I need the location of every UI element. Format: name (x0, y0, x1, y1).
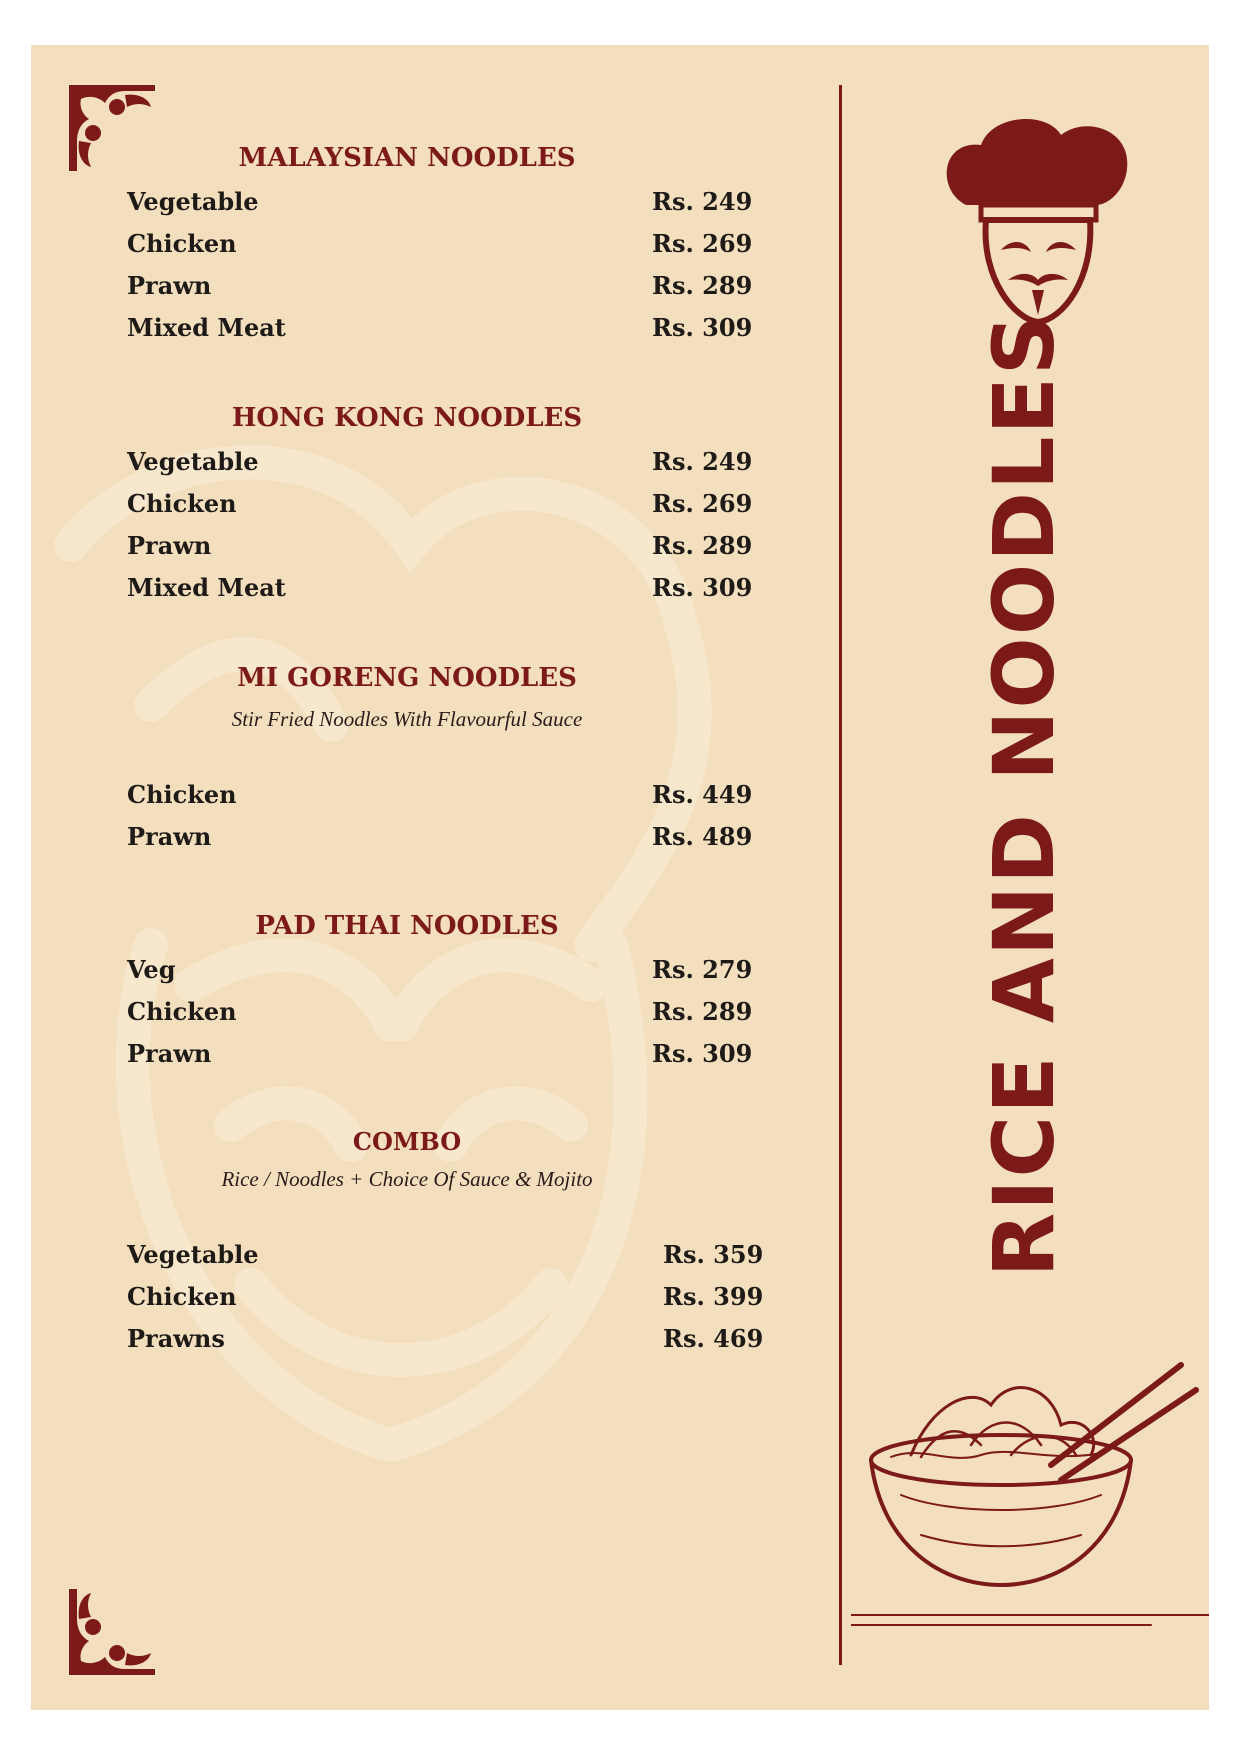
menu-item-price: Rs. 449 (652, 780, 753, 809)
section-title-padthai: PAD THAI NOODLES (255, 911, 559, 941)
menu-item-price: Rs. 269 (652, 489, 753, 518)
vertical-divider (839, 85, 842, 1665)
menu-item-name: Chicken (127, 1282, 237, 1311)
menu-item-price: Rs. 269 (652, 229, 753, 258)
menu-item-price: Rs. 249 (652, 187, 753, 216)
section-title-combo: COMBO (352, 1127, 462, 1156)
chef-mascot-icon (936, 110, 1136, 330)
menu-item-price: Rs. 359 (663, 1240, 764, 1269)
menu-item-price: Rs. 469 (663, 1324, 764, 1353)
section-subtitle-migoreng: Stir Fried Noodles With Flavourful Sauce (231, 707, 583, 731)
menu-item-price: Rs. 289 (652, 997, 753, 1026)
menu-item-name: Vegetable (127, 1240, 259, 1269)
menu-item-name: Prawn (127, 531, 212, 560)
menu-item-name: Chicken (127, 997, 237, 1026)
menu-item-price: Rs. 309 (652, 313, 753, 342)
menu-item-name: Chicken (127, 489, 237, 518)
section-title-malaysian: MALAYSIAN NOODLES (238, 143, 576, 173)
ornament-corner-icon (65, 1583, 161, 1679)
menu-item-name: Chicken (127, 229, 237, 258)
menu-item-name: Vegetable (127, 187, 259, 216)
menu-item-name: Mixed Meat (127, 313, 286, 342)
section-subtitle-combo: Rice / Noodles + Choice Of Sauce & Mojito (221, 1167, 593, 1191)
side-title: RICE AND NOODLES (975, 312, 1073, 1278)
menu-item-price: Rs. 399 (663, 1282, 764, 1311)
menu-item-price: Rs. 289 (652, 271, 753, 300)
menu-item-name: Mixed Meat (127, 573, 286, 602)
menu-item-name: Prawn (127, 822, 212, 851)
menu-item-price: Rs. 279 (652, 955, 753, 984)
menu-item-price: Rs. 309 (652, 573, 753, 602)
menu-item-name: Chicken (127, 780, 237, 809)
menu-item-price: Rs. 489 (652, 822, 753, 851)
noodle-bowl-icon (851, 1345, 1209, 1645)
menu-item-price: Rs. 309 (652, 1039, 753, 1068)
menu-page (31, 45, 1209, 1710)
menu-item-name: Prawn (127, 1039, 212, 1068)
section-title-migoreng: MI GORENG NOODLES (237, 663, 577, 693)
menu-item-name: Prawn (127, 271, 212, 300)
section-title-hongkong: HONG KONG NOODLES (231, 403, 583, 433)
menu-item-price: Rs. 289 (652, 531, 753, 560)
menu-item-price: Rs. 249 (652, 447, 753, 476)
menu-item-name: Prawns (127, 1324, 225, 1353)
menu-item-name: Vegetable (127, 447, 259, 476)
menu-item-name: Veg (127, 955, 176, 984)
